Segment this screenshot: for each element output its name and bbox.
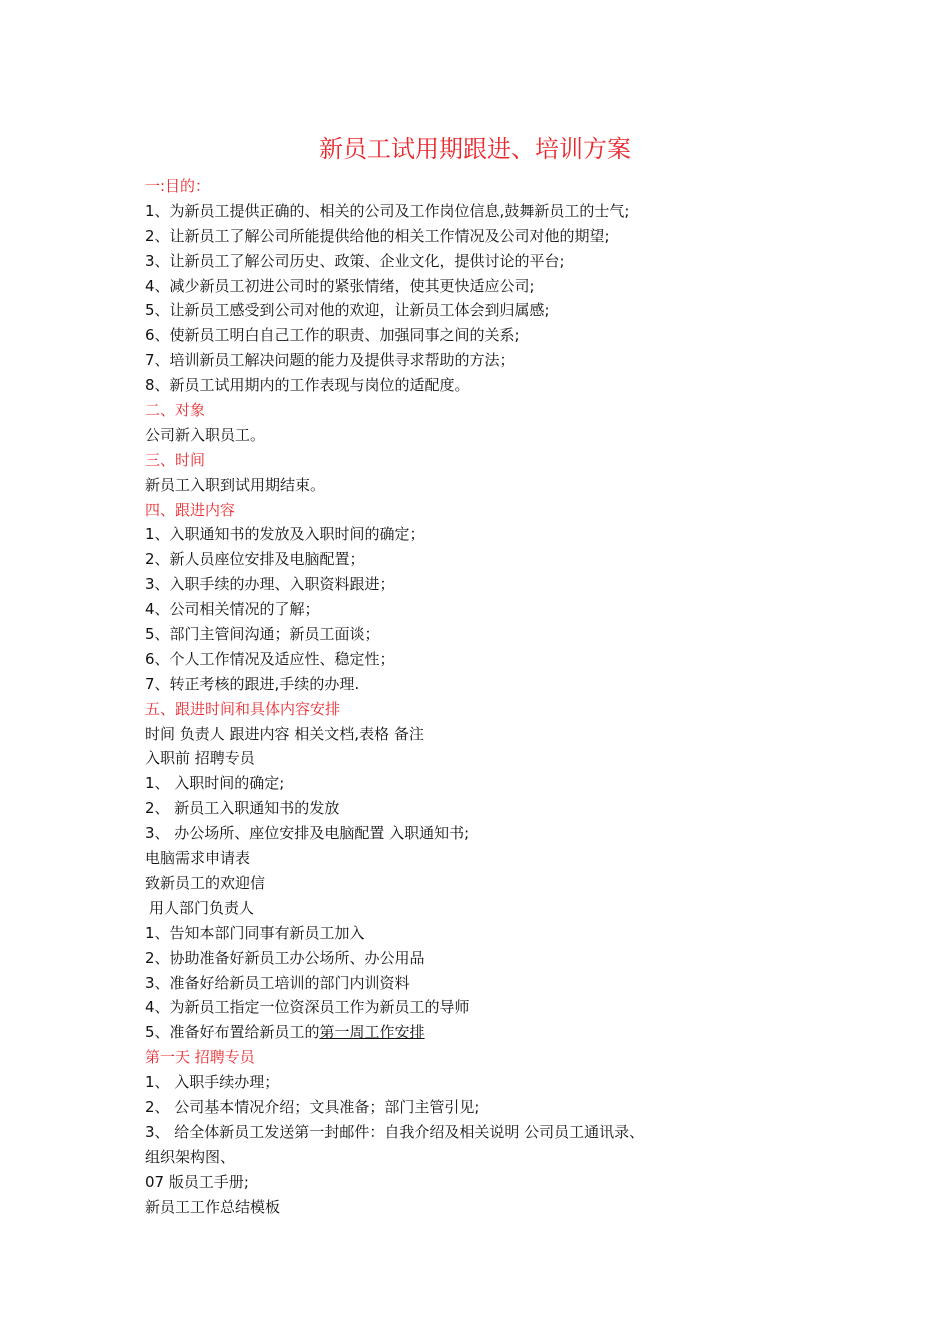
line-text: 新员工入职到试用期结束。 [145,475,326,494]
line-text: 5、让新员工感受到公司对他的欢迎，让新员工体会到归属感; [145,301,550,320]
document-title: 新员工试用期跟进、培训方案 [319,135,631,163]
text-line [145,199,745,224]
text-line [145,572,745,597]
line-text: 1、告知本部门同事有新员工加入 [145,923,365,942]
line-text: 4、减少新员工初进公司时的紧张情绪，使其更快适应公司; [145,276,535,295]
text-line [145,1120,745,1145]
text-line [145,373,745,398]
section-heading [145,398,745,423]
text-line [145,672,745,697]
line-text: 7、转正考核的跟进,手续的办理. [145,674,360,693]
line-text: 2、让新员工了解公司所能提供给他的相关工作情况及公司对他的期望; [145,226,610,245]
line-text: 6、使新员工明白自己工作的职责、加强同事之间的关系; [145,326,520,345]
text-line [145,771,745,796]
line-text: 8、新员工试用期内的工作表现与岗位的适配度。 [145,376,470,395]
text-line [145,722,745,747]
line-text: 3、准备好给新员工培训的部门内训资料 [145,973,410,992]
line-text: 2、 新员工入职通知书的发放 [145,799,340,818]
text-line [145,1020,745,1045]
line-text: 2、 公司基本情况介绍；文具准备；部门主管引见; [145,1097,480,1116]
line-text: 致新员工的欢迎信 [145,873,266,892]
line-text: 第一天 招聘专员 [145,1048,255,1067]
line-text: 二、对象 [145,401,206,420]
line-text: 新员工工作总结模板 [145,1197,281,1216]
text-line [145,846,745,871]
line-text: 5、部门主管间沟通；新员工面谈； [145,625,380,644]
section-heading [145,498,745,523]
line-text: 4、为新员工指定一位资深员工作为新员工的导师 [145,998,470,1017]
text-line [145,597,745,622]
text-line [145,547,745,572]
text-line [145,1095,745,1120]
line-text: 2、新人员座位安排及电脑配置； [145,550,365,569]
text-line [145,423,745,448]
line-text: 5、准备好布置给新员工的 [145,1023,320,1042]
line-text: 3、 办公场所、座位安排及电脑配置 入职通知书; [145,824,470,843]
text-line [145,971,745,996]
text-line [145,622,745,647]
line-text: 3、让新员工了解公司历史、政策、企业文化，提供讨论的平台; [145,251,565,270]
text-line [145,796,745,821]
line-text: 五、跟进时间和具体内容安排 [145,699,341,718]
text-line [145,249,745,274]
text-line [145,323,745,348]
line-text: 1、 入职时间的确定; [145,774,285,793]
section-heading [145,174,745,199]
text-line [145,522,745,547]
text-line [145,746,745,771]
line-text: 6、个人工作情况及适应性、稳定性； [145,649,395,668]
line-text: 1、入职通知书的发放及入职时间的确定； [145,525,425,544]
text-line [145,946,745,971]
line-text: 三、时间 [145,450,206,469]
line-text: 7、培训新员工解决问题的能力及提供寻求帮助的方法； [145,351,515,370]
line-text: 一:目的： [145,177,211,195]
line-text: 时间 负责人 跟进内容 相关文档,表格 备注 [145,724,424,743]
line-text: 2、协助准备好新员工办公场所、办公用品 [145,948,425,967]
section-heading [145,448,745,473]
text-line [145,348,745,373]
text-line [145,1070,745,1095]
line-text: 公司新入职员工。 [145,425,266,444]
text-line [145,921,745,946]
text-line [145,224,745,249]
text-line [145,298,745,323]
line-text: 组织架构图、 [145,1147,236,1166]
line-text: 4、公司相关情况的了解； [145,600,320,619]
line-text: 3、 给全体新员工发送第一封邮件：自我介绍及相关说明 公司员工通讯录、 [145,1122,645,1141]
text-line [145,1170,745,1195]
document-body [145,174,745,1219]
line-text: 1、为新员工提供正确的、相关的公司及工作岗位信息,鼓舞新员工的士气; [145,201,630,220]
section-heading [145,1045,745,1070]
text-line [145,995,745,1020]
text-line [145,1145,745,1170]
underlined-link-text: 第一周工作安排 [319,1023,425,1042]
text-line [145,1195,745,1220]
text-line [145,473,745,498]
section-heading [145,697,745,722]
line-text: 用人部门负责人 [149,898,255,917]
line-text: 07 版员工手册; [145,1172,249,1191]
line-text: 入职前 招聘专员 [145,749,255,768]
text-line [145,821,745,846]
line-text: 3、入职手续的办理、入职资料跟进； [145,575,395,594]
text-line [145,896,745,921]
line-text: 1、 入职手续办理； [145,1073,280,1092]
text-line [145,274,745,299]
text-line [145,647,745,672]
text-line [145,871,745,896]
line-text: 四、跟进内容 [145,500,236,519]
line-text: 电脑需求申请表 [145,849,251,868]
